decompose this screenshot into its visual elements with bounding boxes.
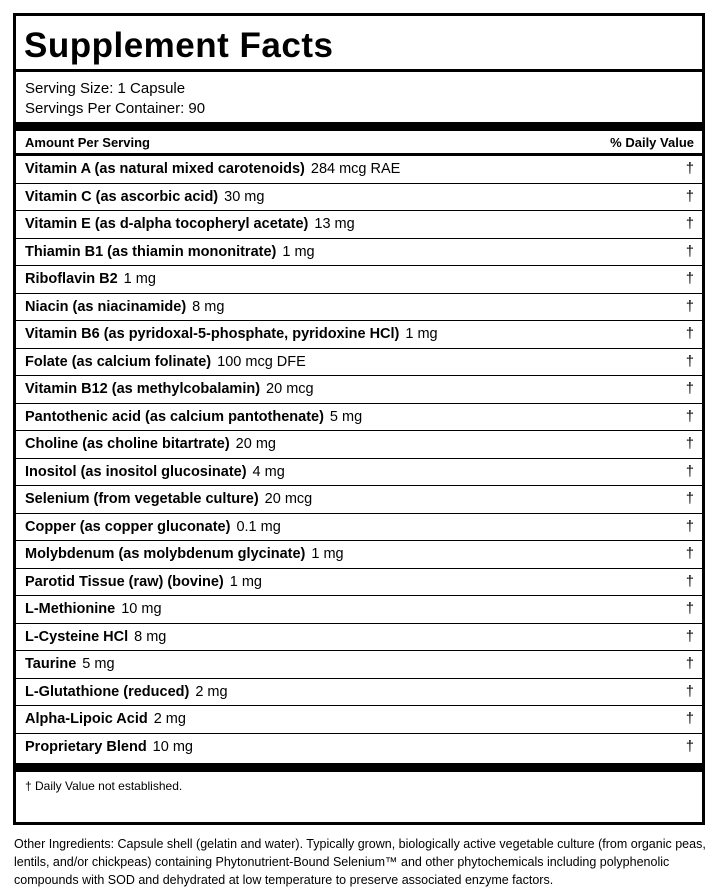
daily-value-dagger: † <box>685 271 694 287</box>
nutrient-amount: 8 mg <box>192 298 225 315</box>
nutrient-row <box>16 294 702 322</box>
amount-per-serving-header: Amount Per Serving <box>25 135 150 150</box>
nutrient-amount: 10 mg <box>152 738 193 755</box>
nutrient-label <box>25 624 166 650</box>
daily-value-dagger: † <box>685 188 694 205</box>
nutrient-name: Choline (as choline bitartrate) <box>25 436 230 452</box>
nutrient-label <box>25 541 344 567</box>
nutrient-amount: 20 mg <box>235 436 276 452</box>
nutrient-row <box>16 156 702 184</box>
daily-value-dagger: † <box>685 353 694 370</box>
nutrient-amount: 284 mcg RAE <box>310 161 401 177</box>
nutrient-name: Alpha-Lipoic Acid <box>25 711 148 727</box>
nutrient-label <box>25 706 186 732</box>
nutrient-label <box>25 349 306 375</box>
thick-divider <box>16 763 702 772</box>
daily-value-dagger: † <box>685 216 694 232</box>
daily-value-dagger: † <box>685 463 694 480</box>
daily-value-dagger: † <box>685 408 694 425</box>
daily-value-dagger: † <box>685 298 694 315</box>
nutrient-amount: 13 mg <box>314 216 355 232</box>
supplement-facts-panel <box>13 13 705 825</box>
nutrient-row <box>16 431 702 459</box>
nutrient-name: Parotid Tissue (raw) (bovine) <box>25 573 224 590</box>
nutrient-name: Vitamin A (as natural mixed carotenoids) <box>25 161 305 177</box>
nutrient-row <box>16 486 702 514</box>
daily-value-dagger: † <box>685 161 694 177</box>
daily-value-dagger: † <box>685 546 694 562</box>
nutrient-label <box>25 404 362 430</box>
nutrient-amount: 2 mg <box>195 683 228 700</box>
nutrient-amount: 0.1 mg <box>236 518 281 535</box>
nutrient-name: Niacin (as niacinamide) <box>25 298 187 315</box>
nutrient-row <box>16 266 702 294</box>
nutrient-row <box>16 596 702 624</box>
nutrient-name: Vitamin B6 (as pyridoxal-5-phosphate, pyridoxine HCl) <box>25 326 400 342</box>
daily-value-dagger: † <box>685 573 694 590</box>
nutrient-list <box>16 156 702 761</box>
nutrient-label <box>25 569 262 595</box>
nutrient-row <box>16 321 702 349</box>
daily-value-dagger: † <box>685 601 694 617</box>
nutrient-name: L-Cysteine HCl <box>25 628 129 645</box>
nutrient-name: Inositol (as inositol glucosinate) <box>25 463 247 480</box>
nutrient-amount: 2 mg <box>153 711 186 727</box>
nutrient-name: Vitamin B12 (as methylcobalamin) <box>25 381 261 397</box>
daily-value-dagger: † <box>685 683 694 700</box>
nutrient-row <box>16 376 702 404</box>
nutrient-row <box>16 679 702 707</box>
nutrient-amount: 1 mg <box>123 271 156 287</box>
nutrient-amount: 1 mg <box>405 326 438 342</box>
daily-value-dagger: † <box>685 491 694 507</box>
thick-divider <box>16 122 702 131</box>
divider <box>16 69 702 72</box>
nutrient-label <box>25 376 314 402</box>
nutrient-label <box>25 266 156 292</box>
nutrient-amount: 10 mg <box>121 601 162 617</box>
daily-value-dagger: † <box>685 381 694 397</box>
nutrient-row <box>16 569 702 597</box>
nutrient-name: Molybdenum (as molybdenum glycinate) <box>25 546 306 562</box>
nutrient-row <box>16 541 702 569</box>
nutrient-amount: 5 mg <box>329 408 363 425</box>
nutrient-row <box>16 349 702 377</box>
daily-value-dagger: † <box>685 518 694 535</box>
nutrient-label <box>25 211 355 237</box>
nutrient-row <box>16 706 702 734</box>
nutrient-row <box>16 211 702 239</box>
nutrient-row <box>16 459 702 487</box>
nutrient-name: Pantothenic acid (as calcium pantothenate) <box>25 408 324 425</box>
nutrient-label <box>25 596 162 622</box>
nutrient-row <box>16 651 702 679</box>
nutrient-row <box>16 239 702 267</box>
nutrient-label <box>25 734 193 760</box>
nutrient-name: Vitamin C (as ascorbic acid) <box>25 188 219 205</box>
daily-value-dagger: † <box>685 436 694 452</box>
daily-value-dagger: † <box>685 628 694 645</box>
serving-size: Serving Size: 1 Capsule <box>25 80 186 97</box>
nutrient-label <box>25 156 400 182</box>
nutrient-name: Copper (as copper gluconate) <box>25 518 231 535</box>
nutrient-amount: 1 mg <box>311 546 344 562</box>
nutrient-amount: 20 mcg <box>264 491 313 507</box>
nutrient-amount: 30 mg <box>224 188 265 205</box>
nutrient-row <box>16 624 702 652</box>
servings-per-container: Servings Per Container: 90 <box>25 100 206 117</box>
nutrient-amount: 4 mg <box>252 463 285 480</box>
other-ingredients: Other Ingredients: Capsule shell (gelatin and water). Typically grown, biologically active vegetable culture (from organic peas, lentils, and/or chickpeas) containing Phytonutrient-Bound Selenium™ and other phytochemicals including polyphenolic compounds with SOD and dehydrated at low temperature to preserve associated enzyme factors. <box>14 837 706 887</box>
nutrient-label <box>25 321 438 347</box>
daily-value-dagger: † <box>685 738 694 755</box>
nutrient-name: Thiamin B1 (as thiamin mononitrate) <box>25 243 277 260</box>
daily-value-header: % Daily Value <box>610 135 694 150</box>
nutrient-label <box>25 459 285 485</box>
nutrient-label <box>25 294 224 320</box>
panel-title: Supplement Facts <box>24 26 334 65</box>
nutrient-row <box>16 514 702 542</box>
daily-value-dagger: † <box>685 243 694 260</box>
nutrient-label <box>25 679 228 705</box>
nutrient-label <box>25 651 115 677</box>
nutrient-name: Proprietary Blend <box>25 738 147 755</box>
daily-value-dagger: † <box>685 711 694 727</box>
nutrient-name: Riboflavin B2 <box>25 271 118 287</box>
nutrient-name: L-Methionine <box>25 601 116 617</box>
nutrient-amount: 100 mcg DFE <box>217 353 306 370</box>
nutrient-name: Taurine <box>25 656 77 672</box>
nutrient-label <box>25 486 312 512</box>
nutrient-row <box>16 404 702 432</box>
daily-value-dagger: † <box>685 656 694 672</box>
nutrient-label <box>25 431 276 457</box>
nutrient-row <box>16 734 702 762</box>
nutrient-name: Selenium (from vegetable culture) <box>25 491 259 507</box>
nutrient-name: Vitamin E (as d-alpha tocopheryl acetate) <box>25 216 309 232</box>
nutrient-amount: 8 mg <box>134 628 167 645</box>
nutrient-amount: 1 mg <box>282 243 315 260</box>
nutrient-label <box>25 239 315 265</box>
nutrient-amount: 20 mcg <box>266 381 314 397</box>
nutrient-label <box>25 514 281 540</box>
nutrient-amount: 5 mg <box>82 656 115 672</box>
nutrient-amount: 1 mg <box>229 573 262 590</box>
footnote: † Daily Value not established. <box>25 779 183 793</box>
nutrient-name: L-Glutathione (reduced) <box>25 683 190 700</box>
nutrient-row <box>16 184 702 212</box>
nutrient-name: Folate (as calcium folinate) <box>25 353 212 370</box>
daily-value-dagger: † <box>685 326 694 342</box>
nutrient-label <box>25 184 264 210</box>
